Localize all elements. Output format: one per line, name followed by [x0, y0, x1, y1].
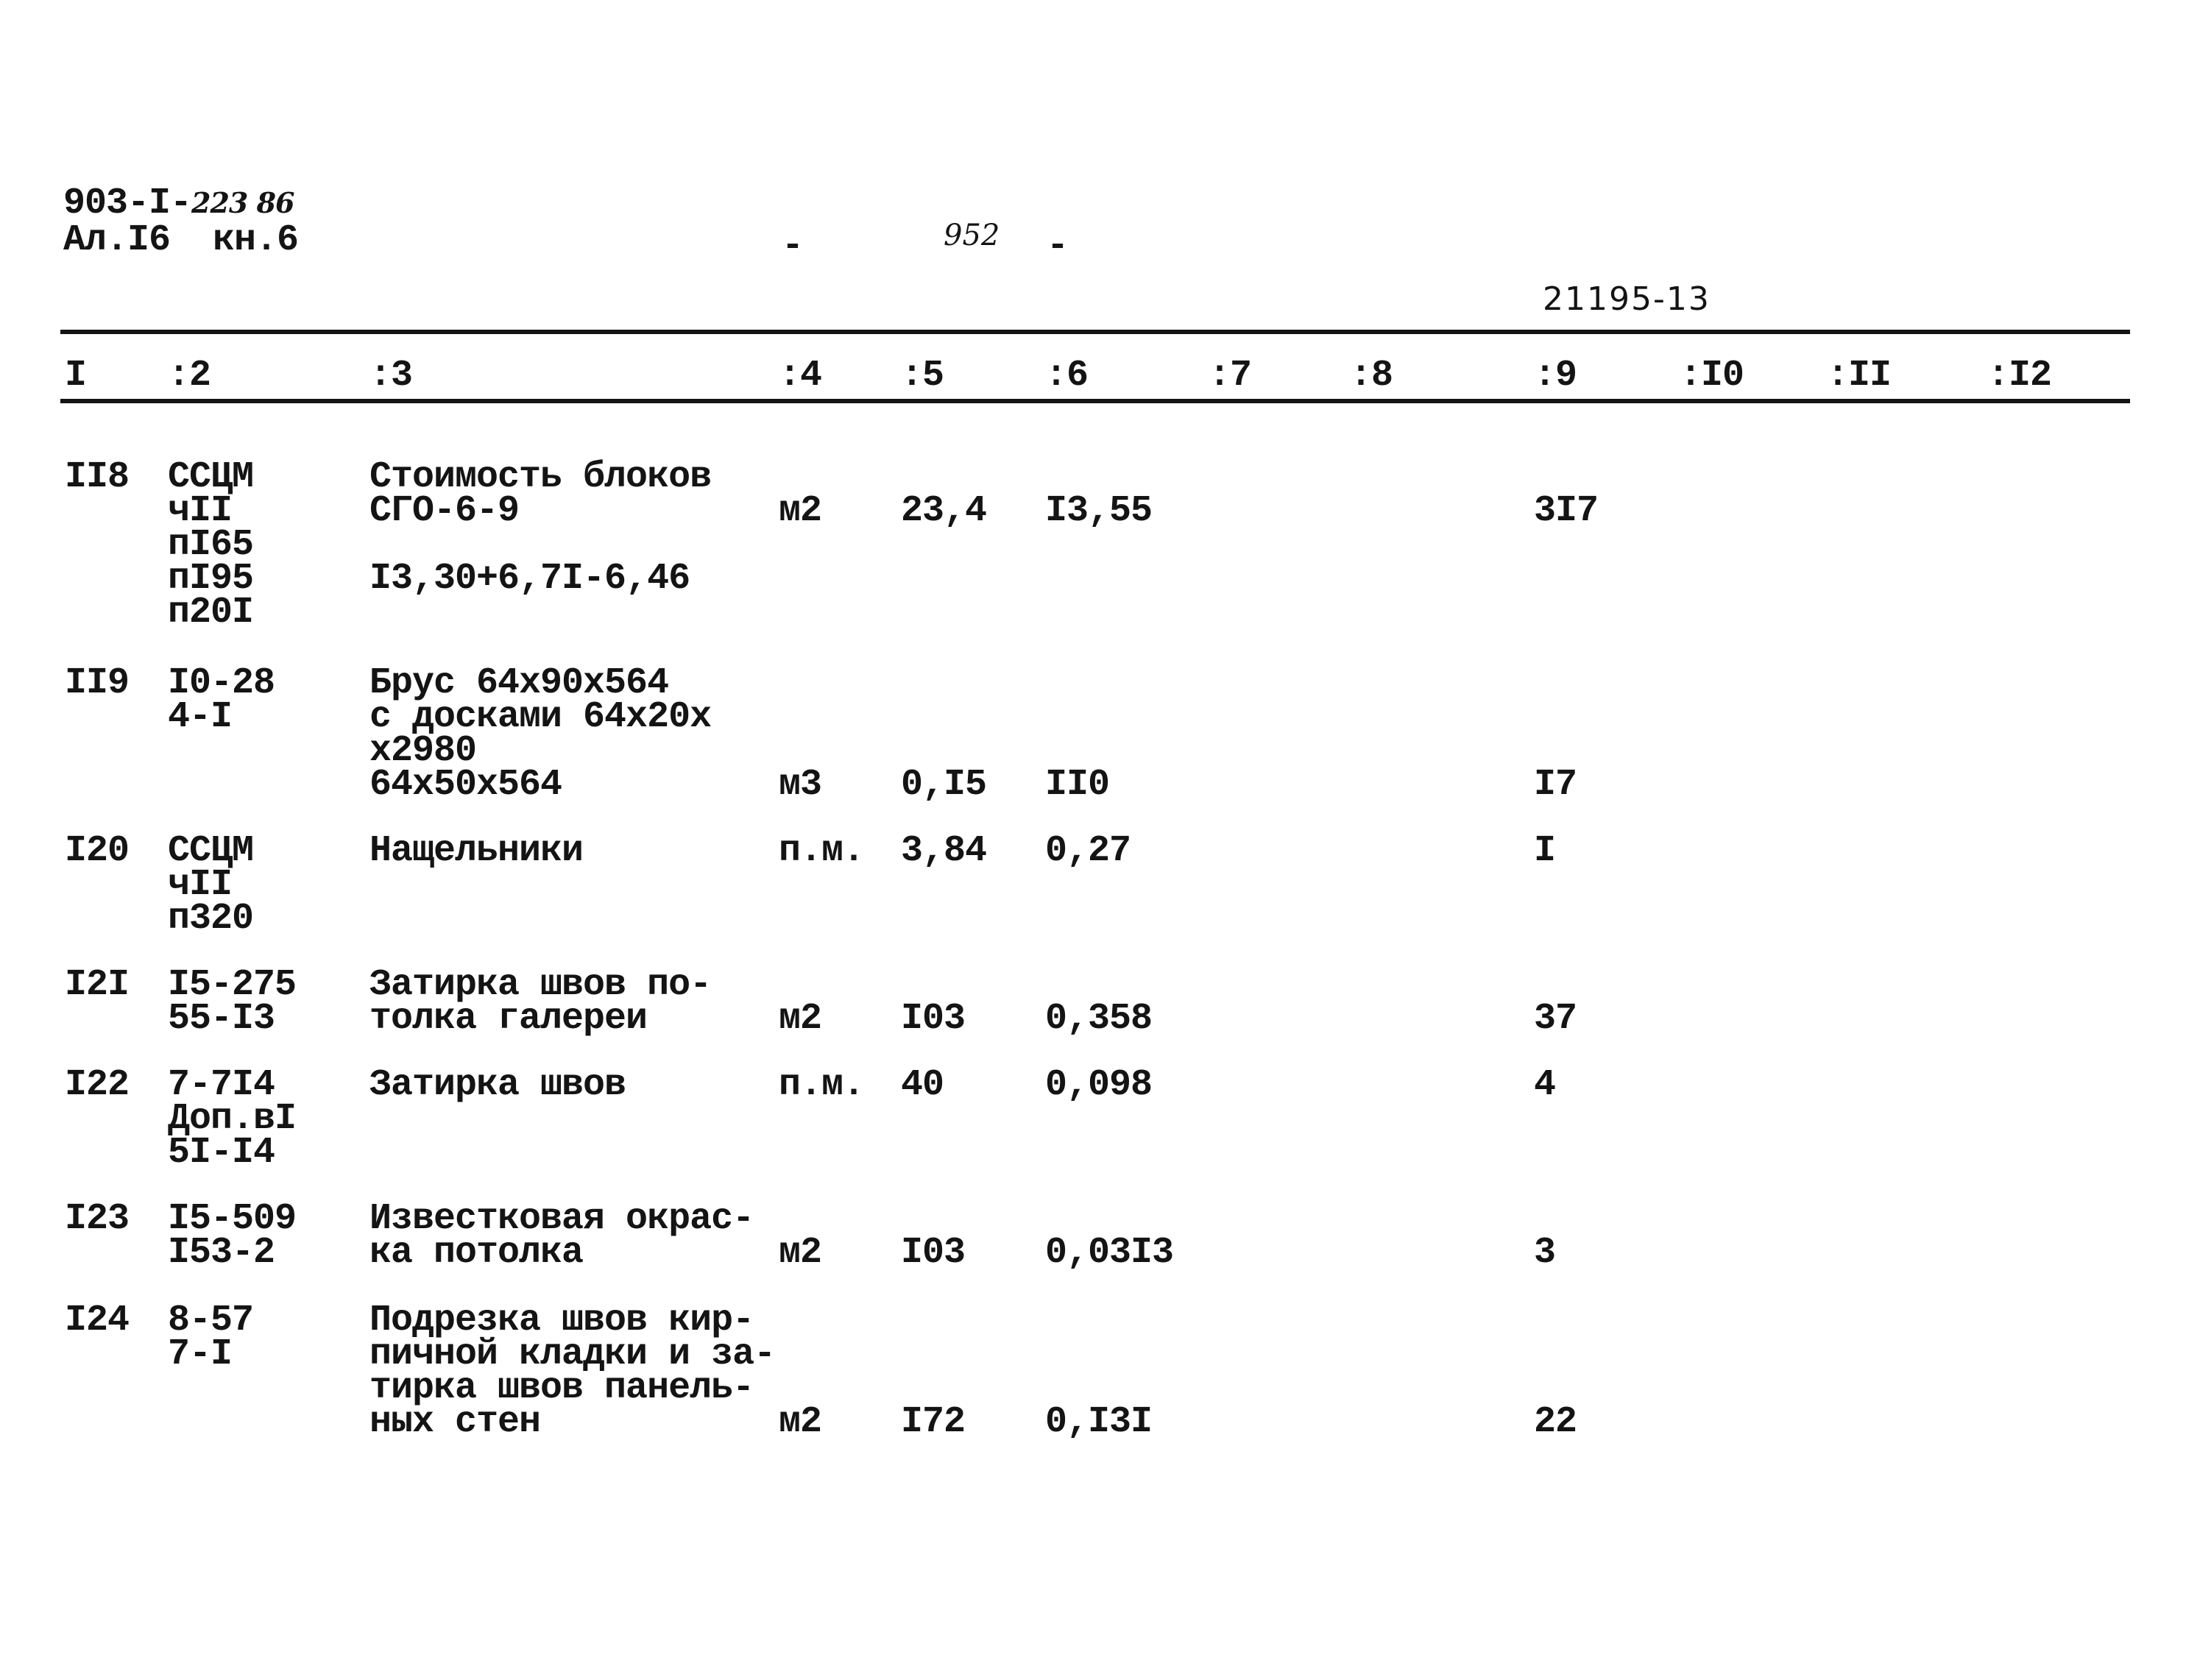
row-price: 0,I3I	[1045, 1401, 1153, 1443]
doc-code-handwritten: 223 86	[191, 186, 294, 219]
table-top-rule	[60, 330, 2130, 334]
row-unit: м3	[779, 764, 822, 806]
row-code-line: ССЦМ	[168, 456, 254, 498]
row-number: I24	[65, 1300, 130, 1341]
column-header-12: :I2	[1987, 355, 2052, 397]
row-total: 3I7	[1534, 490, 1599, 532]
row-code-line: ССЦМ	[168, 830, 254, 872]
row-number: I2I	[65, 964, 130, 1006]
row-code-line: пI95	[168, 558, 254, 600]
row-number: I23	[65, 1198, 130, 1240]
row-quantity: 0,I5	[901, 764, 987, 806]
row-number: I20	[65, 830, 130, 872]
row-code-line: 4-I	[168, 696, 233, 738]
column-header-2: :2	[168, 355, 211, 397]
row-price: II0	[1045, 764, 1110, 806]
row-description-line: х2980	[369, 730, 477, 772]
row-code-line: п320	[168, 898, 254, 940]
row-unit: п.м.	[779, 830, 865, 872]
row-quantity: 40	[901, 1064, 944, 1106]
row-quantity: I72	[901, 1401, 966, 1443]
doc-album: Ал.I6 кн.6	[63, 219, 299, 261]
column-header-3: :3	[369, 355, 413, 397]
row-number: II9	[65, 662, 130, 704]
row-price: I3,55	[1045, 490, 1153, 532]
row-code-line: чII	[168, 490, 233, 532]
row-description-line: I3,30+6,7I-6,46	[369, 558, 690, 600]
column-header-1: I	[65, 355, 87, 397]
row-code-line: I0-28	[168, 662, 275, 704]
row-description-line: с досками 64х20х	[369, 696, 712, 738]
row-description-line: пичной кладки и за-	[369, 1333, 776, 1375]
row-description-line: Затирка швов	[369, 1064, 626, 1106]
sheet-number: 21195-13	[1543, 280, 1711, 318]
column-header-6: :6	[1045, 355, 1089, 397]
row-total: I	[1534, 830, 1556, 872]
row-total: 4	[1534, 1064, 1556, 1106]
row-description-line: Известковая окрас-	[369, 1198, 754, 1240]
column-header-8: :8	[1350, 355, 1393, 397]
row-code-line: Доп.вI	[168, 1098, 297, 1140]
row-code-line: п20I	[168, 592, 254, 634]
row-price: 0,03I3	[1045, 1232, 1174, 1274]
row-code-line: 55-I3	[168, 998, 275, 1040]
row-description-line: толка галереи	[369, 998, 648, 1040]
row-description-line: ка потолка	[369, 1232, 584, 1274]
column-header-11: :II	[1827, 355, 1892, 397]
row-description-line: Затирка швов по-	[369, 964, 712, 1006]
row-price: 0,098	[1045, 1064, 1153, 1106]
row-description-line: ных стен	[369, 1401, 541, 1443]
row-description-line: Стоимость блоков	[369, 456, 712, 498]
row-code-line: чII	[168, 864, 233, 906]
page-dash-right: -	[1047, 225, 1069, 267]
row-code-line: 7-7I4	[168, 1064, 275, 1106]
row-code-line: 7-I	[168, 1333, 233, 1375]
row-description-line: тирка швов панель-	[369, 1367, 754, 1409]
page-number: 952	[944, 219, 1000, 252]
row-total: 3	[1534, 1232, 1556, 1274]
row-price: 0,27	[1045, 830, 1131, 872]
row-description-line: Нащельники	[369, 830, 584, 872]
row-total: 37	[1534, 998, 1577, 1040]
row-unit: м2	[779, 998, 822, 1040]
row-code-line: 8-57	[168, 1300, 254, 1341]
row-unit: м2	[779, 490, 822, 532]
row-code-line: 5I-I4	[168, 1132, 275, 1174]
column-header-7: :7	[1209, 355, 1252, 397]
row-quantity: I03	[901, 998, 966, 1040]
row-price: 0,358	[1045, 998, 1153, 1040]
row-description-line: Брус 64х90х564	[369, 662, 669, 704]
row-code-line: I5-509	[168, 1198, 297, 1240]
row-description-line: Подрезка швов кир-	[369, 1300, 754, 1341]
column-header-9: :9	[1534, 355, 1577, 397]
row-number: I22	[65, 1064, 130, 1106]
row-unit: м2	[779, 1401, 822, 1443]
table-header-rule	[60, 399, 2130, 403]
row-code-line: I53-2	[168, 1232, 275, 1274]
column-header-4: :4	[779, 355, 822, 397]
row-total: 22	[1534, 1401, 1577, 1443]
row-quantity: I03	[901, 1232, 966, 1274]
column-header-10: :I0	[1680, 355, 1744, 397]
doc-code-prefix: 903-I-	[63, 182, 192, 224]
row-code-line: пI65	[168, 524, 254, 566]
doc-code	[63, 182, 294, 224]
column-header-5: :5	[901, 355, 944, 397]
row-unit: п.м.	[779, 1064, 865, 1106]
page-dash-left: -	[782, 225, 804, 267]
row-description-line: СГО-6-9	[369, 490, 520, 532]
row-number: II8	[65, 456, 130, 498]
row-total: I7	[1534, 764, 1577, 806]
row-quantity: 3,84	[901, 830, 987, 872]
row-unit: м2	[779, 1232, 822, 1274]
row-quantity: 23,4	[901, 490, 987, 532]
row-code-line: I5-275	[168, 964, 297, 1006]
row-description-line: 64х50х564	[369, 764, 562, 806]
